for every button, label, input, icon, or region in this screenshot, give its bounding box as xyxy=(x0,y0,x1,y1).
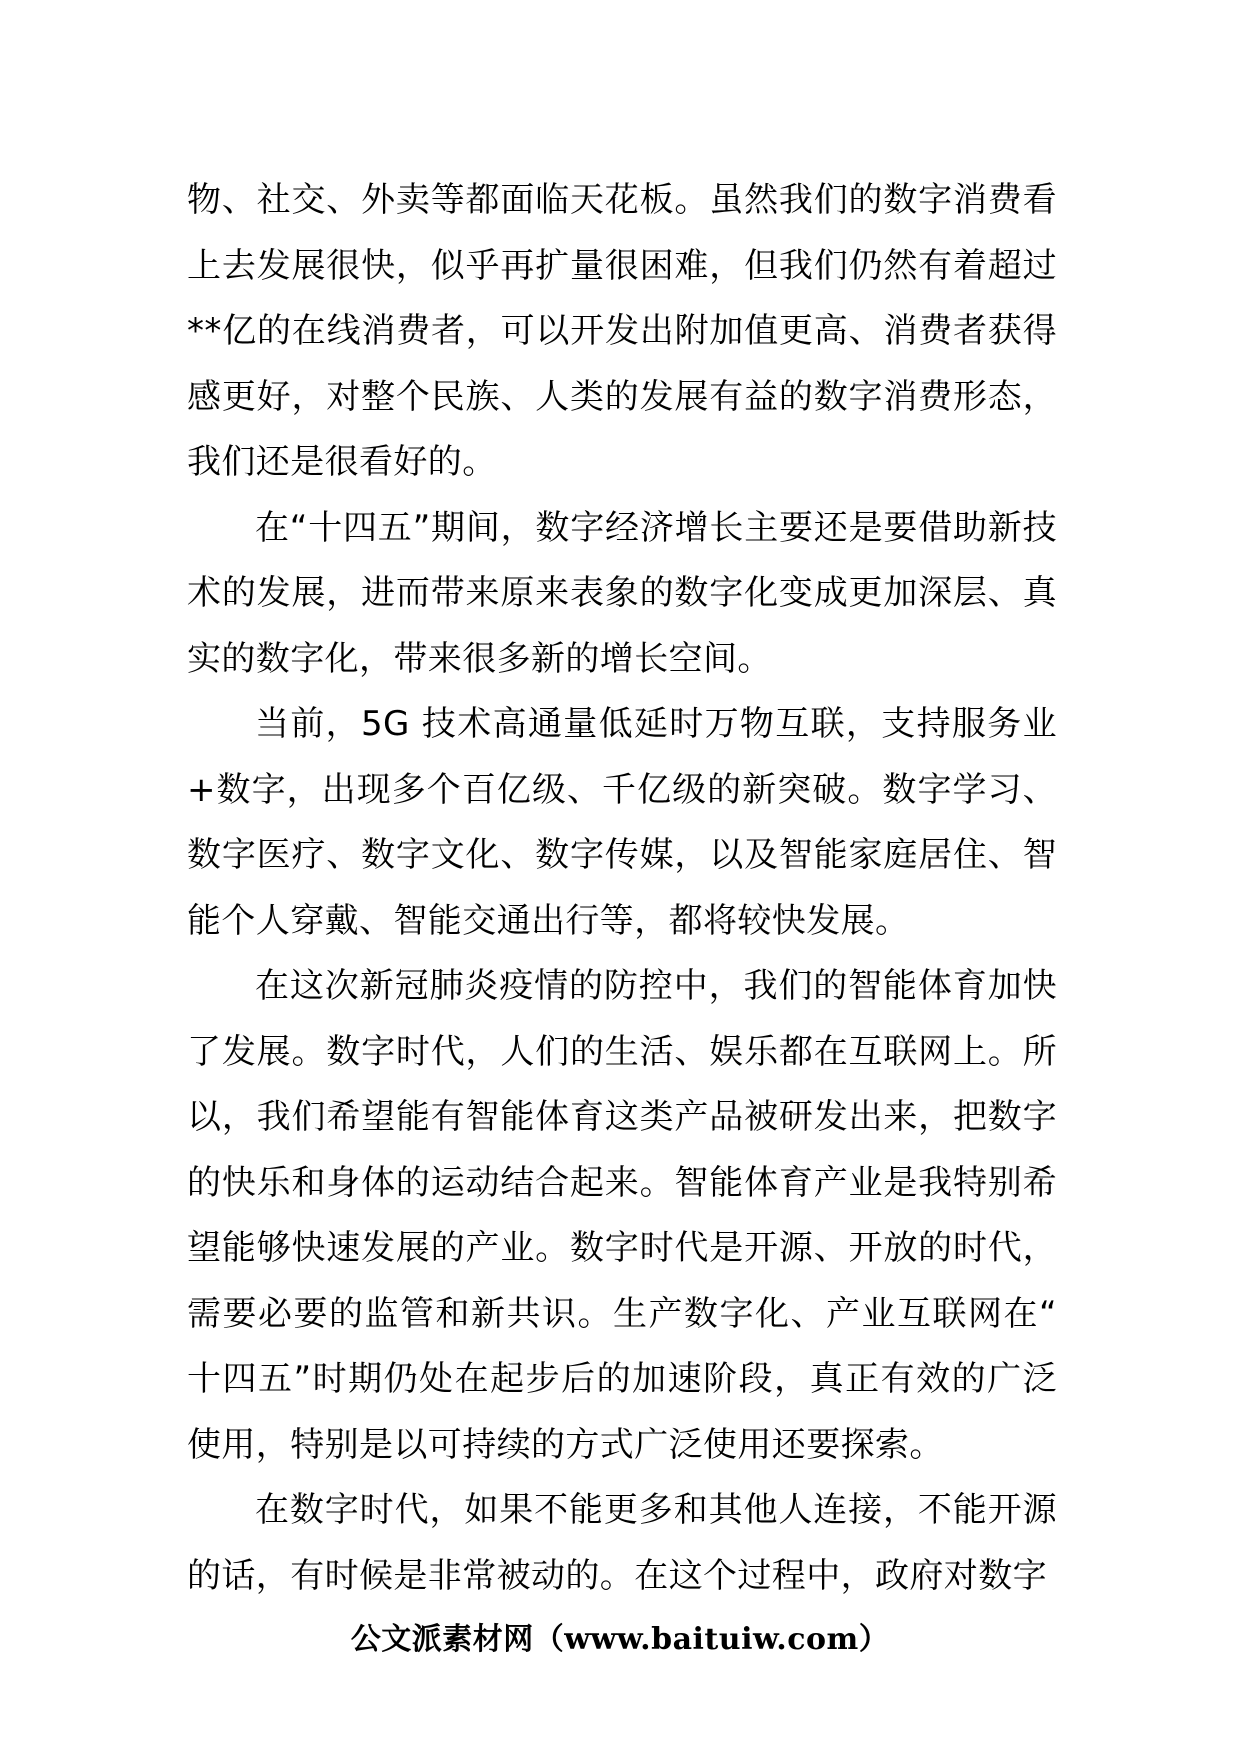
paragraph-continued: 物、社交、外卖等都面临天花板。虽然我们的数字消费看上去发展很快，似乎再扩量很困难，但我们仍然有着超过**亿的在线消费者，可以开发出附加值更高、消费者获得感更好，对整个民族、人类的发展有益的数字消费形态，我们还是很看好的。 xyxy=(187,180,1057,482)
paragraph-smart-sports: 在这次新冠肺炎疫情的防控中，我们的智能体育加快了发展。数字时代，人们的生活、娱乐都在互联网上。所以，我们希望能有智能体育这类产品被研发出来，把数字的快乐和身体的运动结合起来。智能体育产业是我特别希望能够快速发展的产业。数字时代是开源、开放的时代，需要必要的监管和新共识。生产数字化、产业互联网在“十四五”时期仍处在起步后的加速阶段，真正有效的广泛使用，特别是以可持续的方式广泛使用还要探索。 xyxy=(187,966,1057,1465)
paragraph-open-source: 在数字时代，如果不能更多和其他人连接，不能开源的话，有时候是非常被动的。在这个过程中，政府对数字 xyxy=(187,1490,1057,1596)
paragraph-5g: 当前，5G 技术高通量低延时万物互联，支持服务业+数字，出现多个百亿级、千亿级的新突破。数字学习、数字医疗、数字文化、数字传媒，以及智能家庭居住、智能个人穿戴、智能交通出行等，都将较快发展。 xyxy=(187,704,1057,941)
document-body xyxy=(187,168,1057,1609)
paragraph-14th-five-year: 在“十四五”期间，数字经济增长主要还是要借助新技术的发展，进而带来原来表象的数字化变成更加深层、真实的数字化，带来很多新的增长空间。 xyxy=(187,507,1057,679)
page-footer: 公文派素材网（www.baituiw.com） xyxy=(350,1622,890,1657)
